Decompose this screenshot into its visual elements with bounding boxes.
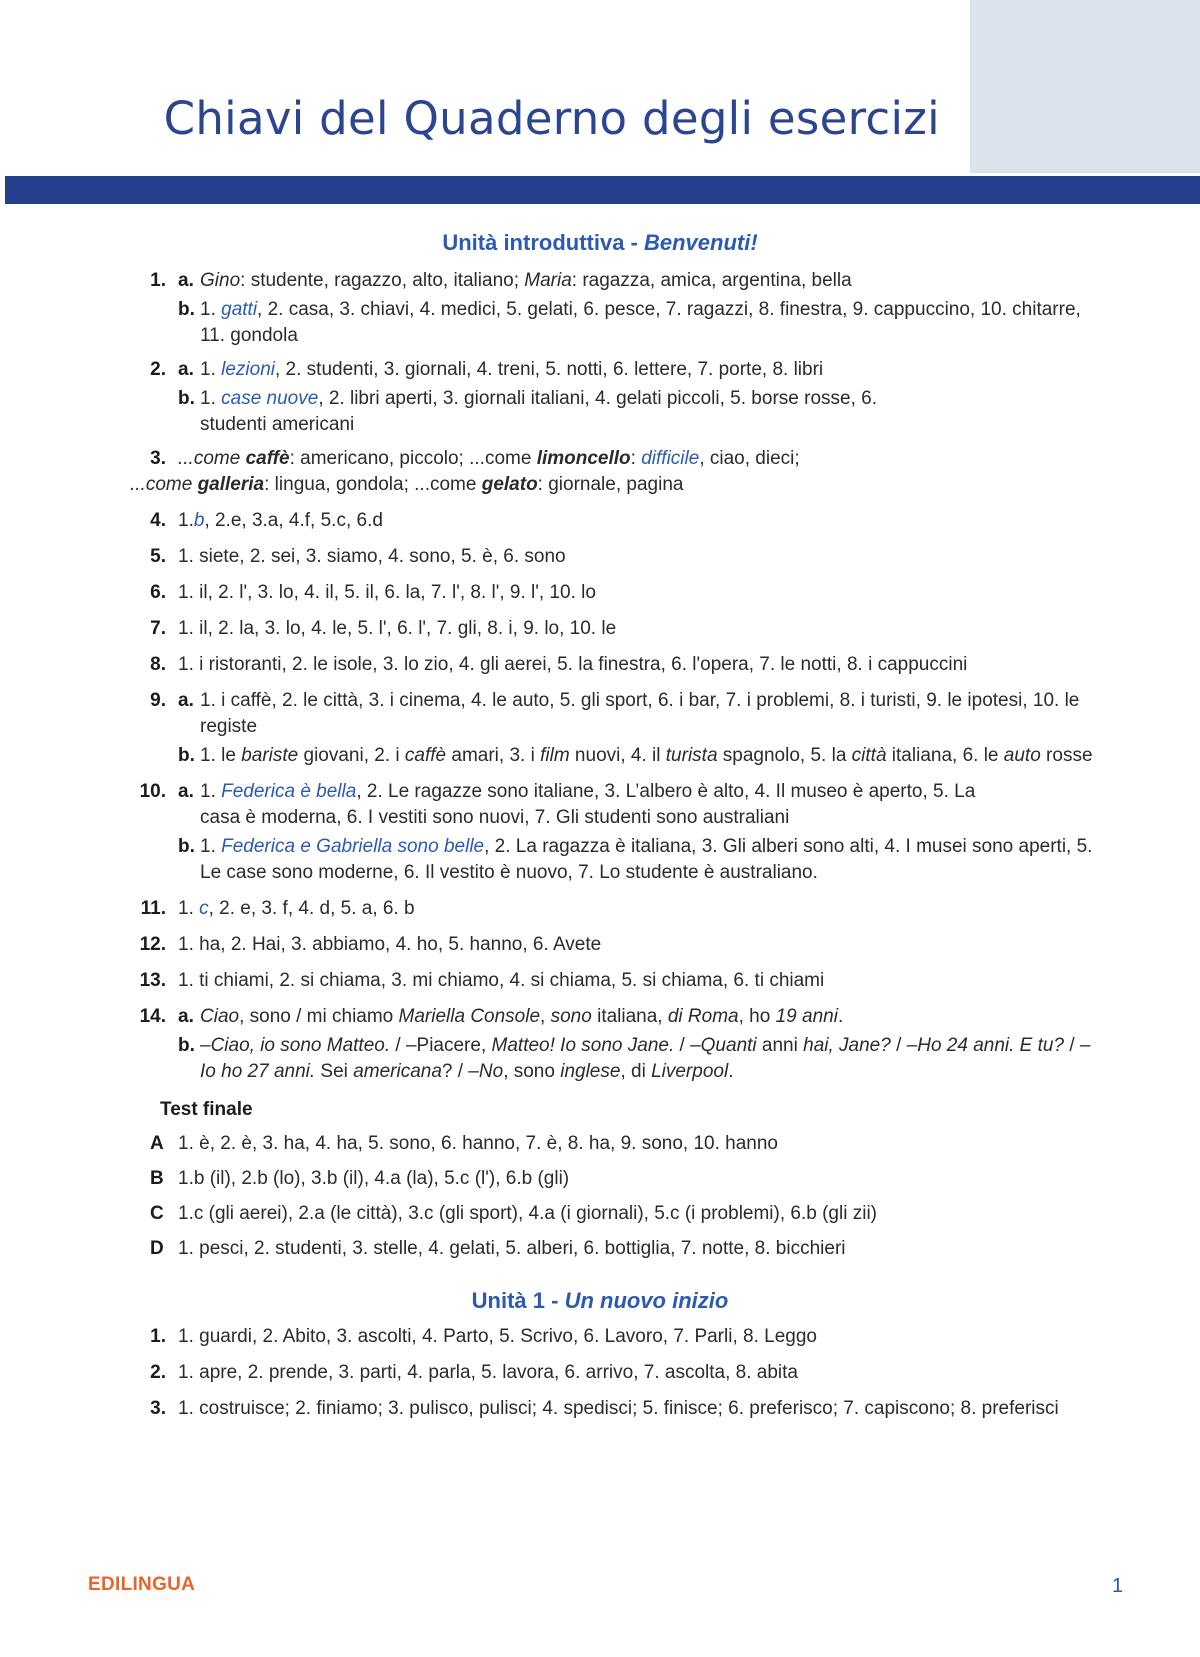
answer-letter: a. — [178, 690, 194, 711]
answer-text: Mariella Console — [398, 1006, 541, 1027]
answer-text: , 2. La ragazza è italiana, 3. Gli alberi sono alti, 4. I musei sono aperti, 5. Le case sono moderne, 6. Il vestito è nuovo, 7. Lo studente è australiano. — [200, 836, 1093, 883]
answer-text: , 2. Le ragazze sono italiane, 3. L’albero è alto, 4. Il museo è aperto, 5. La casa è moderna, 6. I vestiti sono nuovi, 7. Gli studenti sono australiani — [200, 781, 976, 828]
exercise-number: 4. — [150, 510, 166, 531]
exercise-number: 1. — [150, 1326, 166, 1347]
answer-text: , ho — [738, 1006, 776, 1027]
test-row — [0, 1131, 1200, 1157]
answer-text: 1. costruisce; 2. finiamo; 3. pulisco, pulisci; 4. spedisci; 5. finisce; 6. preferisco; 7. capiscono; 8. preferisci — [178, 1398, 1059, 1419]
answer-text: , sono / mi chiamo — [239, 1006, 399, 1027]
answer-text: bariste — [241, 745, 299, 766]
answer-text: Sei — [315, 1061, 354, 1082]
exercise-4 — [0, 508, 1200, 534]
test-answer: 1. pesci, 2. studenti, 3. stelle, 4. gelati, 5. alberi, 6. bottiglia, 7. notte, 8. bicchieri — [178, 1238, 846, 1259]
answer-text: città — [851, 745, 887, 766]
answer-text: 1. — [200, 299, 222, 320]
exercise-number: 3. — [150, 448, 166, 469]
answer-keyword: limoncello — [536, 448, 631, 469]
exercise-12 — [0, 932, 1200, 958]
unit-heading-prefix: Unità 1 - — [471, 1288, 565, 1313]
answer-letter: b. — [178, 1035, 195, 1056]
answer-text: ? / – — [441, 1061, 479, 1082]
answer-text: 1. siete, 2. sei, 3. siamo, 4. sono, 5. è, 6. sono — [178, 546, 566, 567]
answer-text: 19 anni — [775, 1006, 838, 1027]
answer-text: anni — [756, 1035, 804, 1056]
answer-text: 1. — [178, 510, 194, 531]
example-answer: gatti — [221, 299, 258, 320]
answer-text: . — [837, 1006, 844, 1027]
answer-letter: b. — [178, 388, 195, 409]
unit-heading-subtitle: Un nuovo inizio — [564, 1288, 729, 1313]
answer-text: amari, 3. i — [446, 745, 541, 766]
answer-b — [178, 743, 1098, 769]
answer-text: : lingua, gondola; ...come — [264, 474, 482, 495]
exercise-number: 9. — [150, 690, 166, 711]
answer-text: auto — [1003, 745, 1041, 766]
unit-heading-intro — [0, 230, 1200, 256]
answer-a — [178, 688, 1098, 740]
exercise-number: 10. — [139, 781, 166, 802]
exercise-10 — [0, 779, 1200, 886]
answer-keyword: gelato — [481, 474, 538, 495]
answer-text: . — [728, 1061, 734, 1082]
exercise-2 — [0, 357, 1200, 438]
answer-text: inglese — [560, 1061, 621, 1082]
header-corner-box — [970, 0, 1200, 173]
answer-text: , sono — [503, 1061, 561, 1082]
exercise-number: 13. — [139, 970, 166, 991]
exercise-number: 3. — [150, 1398, 166, 1419]
exercise-number: 6. — [150, 582, 166, 603]
exercise-14 — [0, 1004, 1200, 1085]
answer-keyword: galleria — [197, 474, 265, 495]
answer-text: No — [478, 1061, 504, 1082]
answer-text: : ragazza, amica, argentina, bella — [571, 270, 852, 291]
page-number: 1 — [1112, 1575, 1124, 1597]
exercise-8 — [0, 652, 1200, 678]
answer-text: Io ho 27 anni. — [200, 1061, 316, 1082]
answer-text: / – — [890, 1035, 918, 1056]
test-row — [0, 1236, 1200, 1262]
example-answer: Federica e Gabriella sono belle — [221, 836, 485, 857]
exercise-number: 14. — [139, 1006, 166, 1027]
answer-text: Liverpool — [651, 1061, 729, 1082]
answer-line — [178, 446, 1098, 472]
answer-a — [178, 1004, 1098, 1030]
example-answer: Federica è bella — [221, 781, 357, 802]
answer-text: spagnolo, 5. la — [717, 745, 852, 766]
test-answer: 1.b (il), 2.b (lo), 3.b (il), 4.a (la), 5.c (l'), 6.b (gli) — [178, 1168, 570, 1189]
answer-text: , 2. studenti, 3. giornali, 4. treni, 5. notti, 6. lettere, 7. porte, 8. libri — [275, 359, 824, 380]
answer-text: Quanti — [700, 1035, 757, 1056]
test-letter: A — [150, 1133, 164, 1154]
answer-text: italiana, — [591, 1006, 668, 1027]
answer-text: , 2. e, 3. f, 4. d, 5. a, 6. b — [208, 898, 415, 919]
answer-a — [178, 357, 1098, 383]
example-answer: case nuove — [221, 388, 319, 409]
answer-text: 1. apre, 2. prende, 3. parti, 4. parla, 5. lavora, 6. arrivo, 7. ascolta, 8. abita — [178, 1362, 798, 1383]
test-letter: B — [150, 1168, 164, 1189]
test-row — [0, 1166, 1200, 1192]
example-answer: c — [199, 898, 209, 919]
answer-text: sono — [550, 1006, 592, 1027]
example-answer: difficile — [641, 448, 700, 469]
answer-line — [130, 472, 1098, 498]
answer-text: rosse — [1040, 745, 1093, 766]
test-row — [0, 1201, 1200, 1227]
answer-text: caffè — [404, 745, 447, 766]
example-answer: lezioni — [221, 359, 275, 380]
test-letter: C — [150, 1203, 164, 1224]
exercise-7 — [0, 616, 1200, 642]
answer-text: –Ciao, io sono Matteo. — [200, 1035, 391, 1056]
answer-text: 1. i caffè, 2. le città, 3. i cinema, 4. le auto, 5. gli sport, 6. i bar, 7. i problemi, 8. i turisti, 9. le ipotesi, 10. le registe — [200, 690, 1080, 737]
answer-text: , di — [620, 1061, 652, 1082]
answer-text: 1. il, 2. la, 3. lo, 4. le, 5. l', 6. l', 7. gli, 8. i, 9. lo, 10. le — [178, 618, 617, 639]
answer-a — [178, 779, 1098, 831]
exercise-number: 8. — [150, 654, 166, 675]
answer-b — [178, 834, 1098, 886]
exercise-number: 7. — [150, 618, 166, 639]
answer-letter: a. — [178, 1006, 194, 1027]
answer-letter: b. — [178, 745, 195, 766]
answer-text: Matteo! Io sono Jane. — [491, 1035, 675, 1056]
answer-text: Ho 24 anni. E tu? — [917, 1035, 1065, 1056]
exercise-1 — [0, 268, 1200, 349]
answer-text: giovani, 2. i — [298, 745, 405, 766]
answer-b — [178, 297, 1098, 349]
unit-heading-1 — [0, 1288, 1200, 1314]
unit-heading-prefix: Unità introduttiva - — [442, 230, 644, 255]
unit1-exercise-1 — [0, 1324, 1200, 1350]
unit1-exercise-2 — [0, 1360, 1200, 1386]
answer-text: 1. — [200, 388, 222, 409]
answer-text: 1. — [200, 359, 222, 380]
answer-text: , — [540, 1006, 551, 1027]
answer-text: 1. le — [200, 745, 242, 766]
exercise-number: 1. — [150, 270, 166, 291]
answer-key-content — [0, 230, 1200, 1422]
answer-text: : americano, piccolo; ...come — [289, 448, 537, 469]
answer-text: turista — [665, 745, 718, 766]
answer-text: : studente, ragazzo, alto, italiano; — [240, 270, 525, 291]
unit-heading-subtitle: Benvenuti! — [643, 230, 758, 255]
answer-letter: b. — [178, 299, 195, 320]
answer-text: , 2. libri aperti, 3. giornali italiani, 4. gelati piccoli, 5. borse rosse, 6. studenti americani — [200, 388, 877, 435]
exercise-number: 11. — [140, 898, 166, 919]
answer-text: / – — [674, 1035, 701, 1056]
answer-text: Maria — [524, 270, 572, 291]
answer-text: americana — [353, 1061, 442, 1082]
answer-text: : giornale, pagina — [537, 474, 684, 495]
answer-keyword: caffè — [245, 448, 290, 469]
answer-text: 1. ha, 2. Hai, 3. abbiamo, 4. ho, 5. hanno, 6. Avete — [178, 934, 602, 955]
answer-text: / –Piacere, — [390, 1035, 492, 1056]
header-rule — [5, 176, 1200, 204]
answer-text: di Roma — [667, 1006, 739, 1027]
answer-text: 1. il, 2. l', 3. lo, 4. il, 5. il, 6. la, 7. l', 8. l', 9. l', 10. lo — [178, 582, 596, 603]
answer-text: 1. i ristoranti, 2. le isole, 3. lo zio, 4. gli aerei, 5. la finestra, 6. l'opera, 7. le notti, 8. i cappuccini — [178, 654, 968, 675]
answer-text: ...come — [178, 448, 246, 469]
answer-text: 1. — [178, 898, 200, 919]
answer-text: / – — [1064, 1035, 1091, 1056]
page-title: Chiavi del Quaderno degli esercizi — [163, 92, 940, 145]
test-answer: 1. è, 2. è, 3. ha, 4. ha, 5. sono, 6. hanno, 7. è, 8. ha, 9. sono, 10. hanno — [178, 1133, 779, 1154]
answer-text: , 2.e, 3.a, 4.f, 5.c, 6.d — [204, 510, 383, 531]
answer-text: 1. ti chiami, 2. si chiama, 3. mi chiamo, 4. si chiama, 5. si chiama, 6. ti chiami — [178, 970, 825, 991]
answer-letter: a. — [178, 781, 194, 802]
exercise-number: 12. — [139, 934, 166, 955]
exercise-number: 2. — [150, 1362, 166, 1383]
answer-text: : — [630, 448, 642, 469]
answer-text: nuovi, 4. il — [569, 745, 666, 766]
answer-letter: a. — [178, 270, 194, 291]
answer-text: 1. — [200, 781, 222, 802]
answer-text: Gino — [200, 270, 241, 291]
answer-text: , 2. casa, 3. chiavi, 4. medici, 5. gelati, 6. pesce, 7. ragazzi, 8. finestra, 9. cappuccino, 10. chitarre, 11. gondola — [200, 299, 1081, 346]
answer-b — [178, 1033, 1098, 1085]
exercise-number: 5. — [150, 546, 166, 567]
exercise-3 — [0, 446, 1200, 498]
edilingua-logo: EDILINGUA — [88, 1574, 196, 1595]
exercise-6 — [0, 580, 1200, 606]
test-title: Test finale — [160, 1099, 253, 1120]
exercise-13 — [0, 968, 1200, 994]
answer-text: , ciao, dieci; — [699, 448, 800, 469]
answer-a — [178, 268, 1098, 294]
exercise-number: 2. — [150, 359, 166, 380]
answer-letter: b. — [178, 836, 195, 857]
answer-letter: a. — [178, 359, 194, 380]
answer-text: 1. — [200, 836, 222, 857]
answer-text: 1. guardi, 2. Abito, 3. ascolti, 4. Parto, 5. Scrivo, 6. Lavoro, 7. Parli, 8. Leggo — [178, 1326, 817, 1347]
answer-text: film — [540, 745, 570, 766]
answer-b — [178, 386, 1098, 438]
exercise-5 — [0, 544, 1200, 570]
answer-text: hai, Jane? — [803, 1035, 891, 1056]
exercise-9 — [0, 688, 1200, 769]
answer-text: Ciao — [200, 1006, 240, 1027]
answer-text: italiana, 6. le — [886, 745, 1004, 766]
example-answer: b — [193, 510, 205, 531]
test-answer: 1.c (gli aerei), 2.a (le città), 3.c (gli sport), 4.a (i giornali), 5.c (i problemi), 6.b (gli zii) — [178, 1203, 877, 1224]
answer-text: ...come — [130, 474, 198, 495]
exercise-11 — [0, 896, 1200, 922]
test-letter: D — [150, 1238, 164, 1259]
unit1-exercise-3 — [0, 1396, 1200, 1422]
